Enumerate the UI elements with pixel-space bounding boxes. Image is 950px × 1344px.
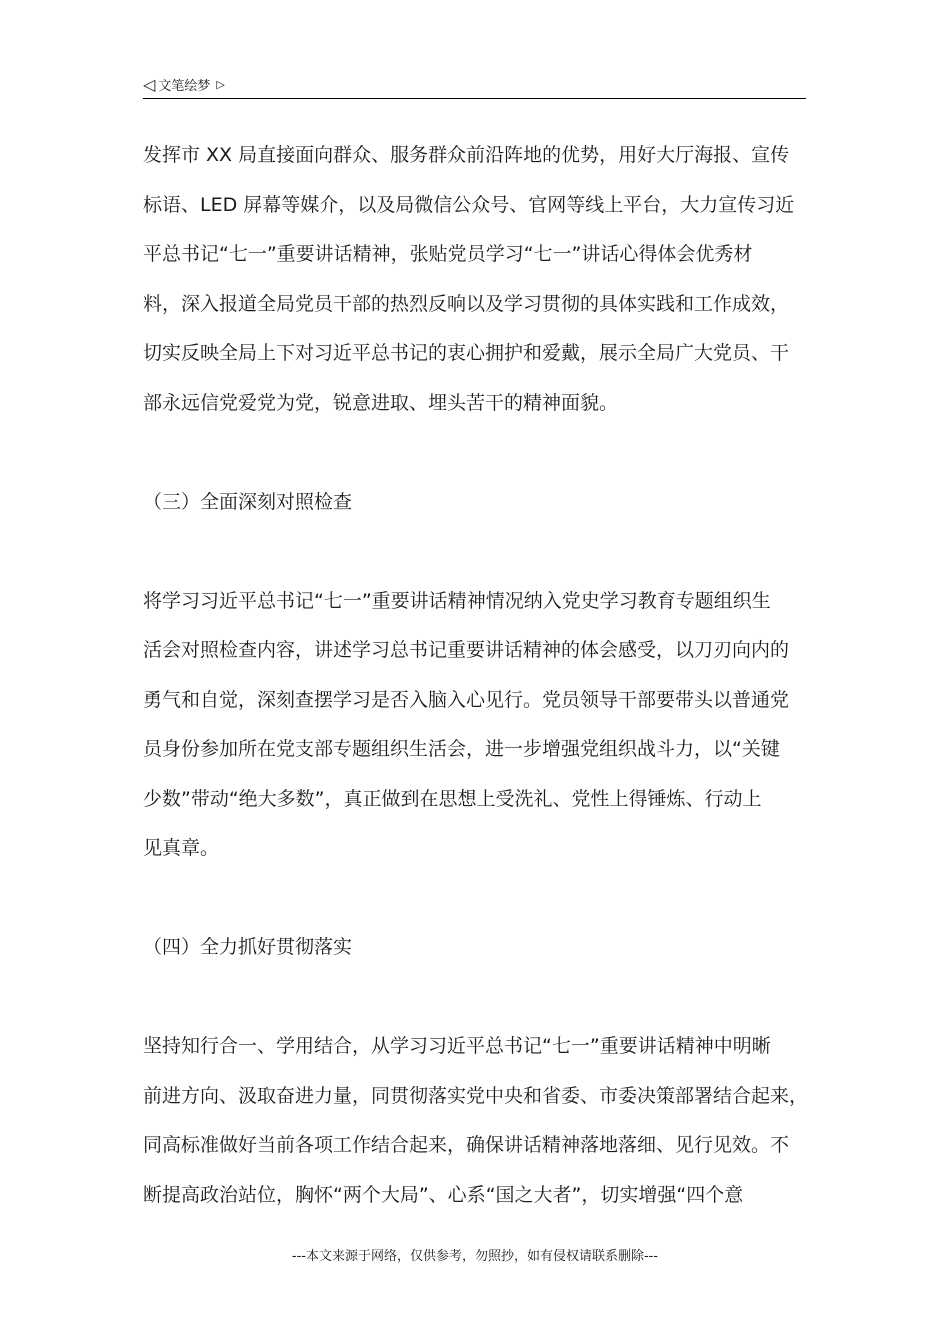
paragraph-2 bbox=[143, 577, 813, 874]
text-line: 少数”带动“绝大多数”，真正做到在思想上受洗礼、党性上得锤炼、行动上 bbox=[143, 787, 762, 810]
text-line: 平总书记“七一”重要讲话精神，张贴党员学习“七一”讲话心得体会优秀材 bbox=[143, 243, 753, 265]
section-heading-4: （四）全力抓好贯彻落实 bbox=[143, 936, 353, 958]
text-line: 料，深入报道全局党员干部的热烈反响以及学习贯彻的具体实践和工作成效， bbox=[143, 292, 790, 315]
paragraph-3 bbox=[143, 1022, 813, 1220]
text-line: 见真章。 bbox=[143, 837, 220, 859]
text-line: 同高标准做好当前各项工作结合起来，确保讲话精神落地落细、见行见效。不 bbox=[143, 1134, 790, 1156]
text-line: 发挥市 XX 局直接面向群众、服务群众前沿阵地的优势，用好大厅海报、宣传 bbox=[143, 144, 790, 166]
text-line: 将学习习近平总书记“七一”重要讲话精神情况纳入党史学习教育专题组织生 bbox=[143, 589, 771, 612]
triangle-left-icon: ◁ bbox=[143, 74, 156, 94]
text-line: 断提高政治站位，胸怀“两个大局”、心系“国之大者”，切实增强“四个意 bbox=[143, 1183, 744, 1206]
document-body bbox=[143, 131, 813, 1220]
header-title: 文笔绘梦 bbox=[158, 78, 211, 94]
text-line: 前进方向、汲取奋进力量，同贯彻落实党中央和省委、市委决策部署结合起来， bbox=[143, 1084, 809, 1107]
triangle-right-icon: ▷ bbox=[216, 77, 225, 91]
text-line: 员身份参加所在党支部专题组织生活会，进一步增强党组织战斗力，以“关键 bbox=[143, 738, 780, 760]
page-footer: ---本文来源于网络，仅供参考，勿照抄，如有侵权请联系删除--- bbox=[291, 1249, 659, 1264]
paragraph-1 bbox=[143, 131, 813, 428]
text-line: 标语、LED 屏幕等媒介，以及局微信公众号、官网等线上平台，大力宣传习近 bbox=[143, 193, 795, 216]
text-line: 切实反映全局上下对习近平总书记的衷心拥护和爱戴，展示全局广大党员、干 bbox=[143, 342, 790, 364]
text-line: 活会对照检查内容，讲述学习总书记重要讲话精神的体会感受，以刀刃向内的 bbox=[143, 639, 790, 661]
section-heading-3: （三）全面深刻对照检查 bbox=[143, 490, 353, 513]
page-header bbox=[143, 72, 806, 99]
text-line: 坚持知行合一、学用结合，从学习习近平总书记“七一”重要讲话精神中明晰 bbox=[143, 1035, 771, 1057]
text-line: 部永远信党爱党为党，锐意进取、埋头苦干的精神面貌。 bbox=[143, 391, 619, 414]
text-line: 勇气和自觉，深刻查摆学习是否入脑入心见行。党员领导干部要带头以普通党 bbox=[143, 688, 790, 711]
